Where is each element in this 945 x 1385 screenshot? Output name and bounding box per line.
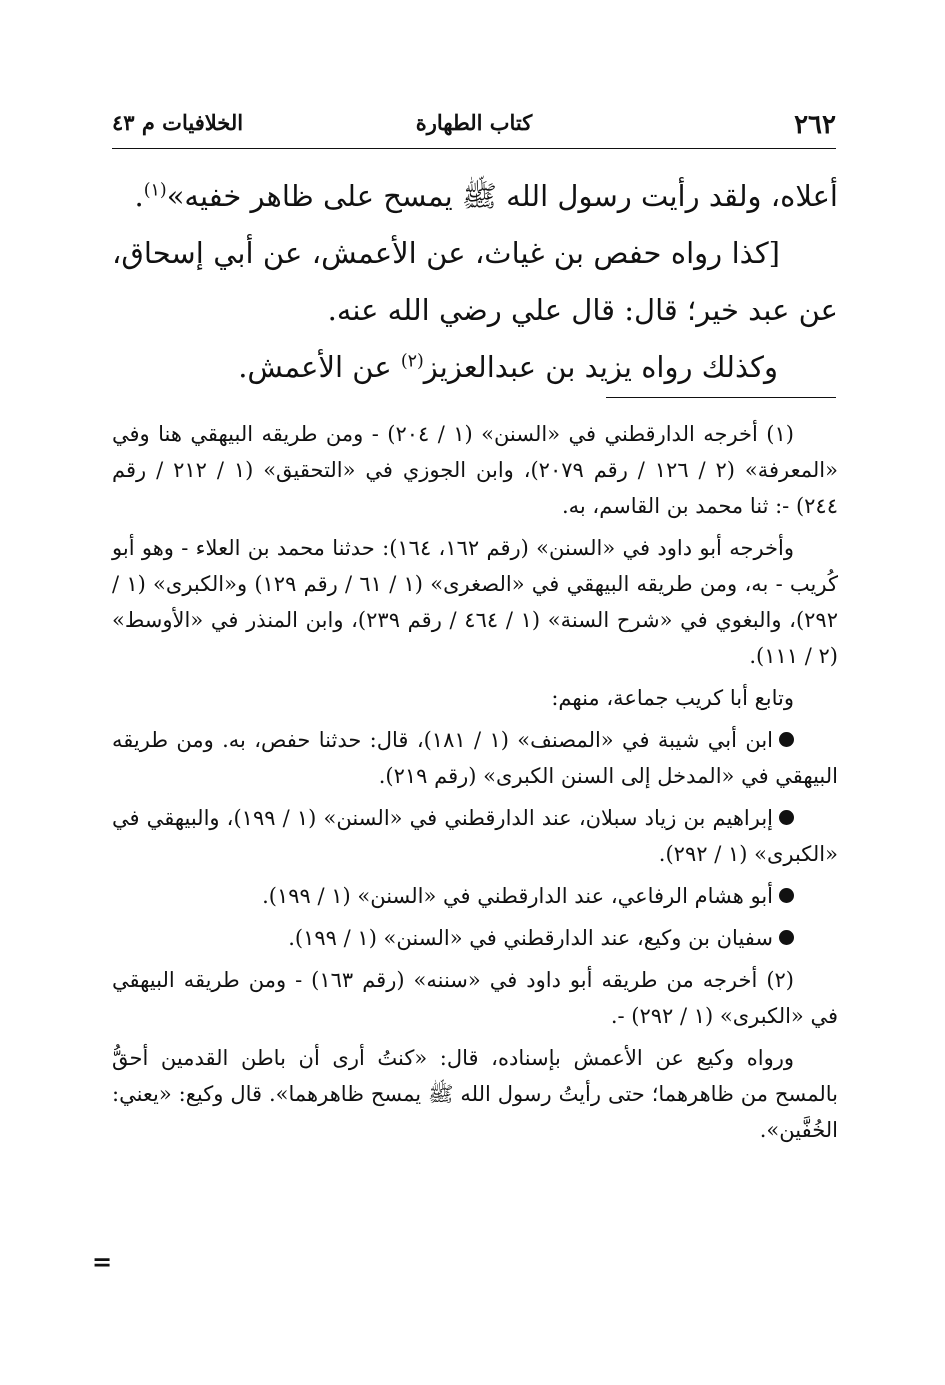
footnote-separator	[606, 397, 836, 398]
footnote-paragraph: وأخرجه أبو داود في «السنن» (رقم ١٦٢، ١٦٤): حدثنا محمد بن العلاء - وهو أبو كُريب - به، ومن طريقه البيهقي في «الصغرى» (١ / ٦١ / رقم ١٢٩) و«الكبرى» (١ / ٢٩٢)، والبغوي في «شرح السنة» (١ / ٤٦٤ / رقم ٢٣٩)، وابن المنذر في «الأوسط» (٢ / ١١١).	[112, 536, 838, 668]
bullet-item-text: أبو هشام الرفاعي، عند الدارقطني في «السنن» (١ / ١٩٩).	[262, 884, 773, 908]
footnote-1: (١) أخرجه الدارقطني في «السنن» (١ / ٢٠٤) - ومن طريقه البيهقي هنا وفي «المعرفة» (٢ / ١٢٦ / رقم ٢٠٧٩)، وابن الجوزي في «التحقيق» (١ / ٢١٢ / رقم ٢٤٤) -: ثنا محمد بن القاسم، به.	[112, 422, 838, 518]
footnote-paragraph: وتابع أبا كريب جماعة، منهم:	[551, 686, 794, 710]
main-line-1-end: .	[134, 179, 144, 213]
series-label: الخلافيات م ٤٣	[112, 110, 244, 135]
main-paragraph-3	[112, 339, 838, 396]
bullet-icon	[779, 732, 794, 747]
footnote-paragraph: ورواه وكيع عن الأعمش بإسناده، قال: «كنتُ أرى أن باطن القدمين أحقُّ بالمسح من ظاهرهما؛ حتى رأيتُ رسول الله ﷺ يمسح ظاهرهما». قال وكيع: «يعني: الخُفَّين».	[112, 1046, 838, 1142]
main-text	[112, 168, 838, 396]
book-title: كتاب الطهارة	[415, 110, 533, 135]
bullet-item-text: ابن أبي شيبة في «المصنف» (١ / ١٨١)، قال: حدثنا حفص، به. ومن طريقه البيهقي في «المدخل إلى السنن الكبرى» (رقم ٢١٩).	[112, 728, 838, 788]
footnote-bullet-item	[112, 878, 838, 914]
footnotes	[112, 416, 838, 1154]
footnote-ref-1: (١)	[143, 180, 167, 201]
main-paragraph-2: [كذا رواه حفص بن غياث، عن الأعمش، عن أبي إسحاق، عن عبد خير؛ قال: قال علي رضي الله عنه.	[112, 236, 838, 327]
main-paragraph-3-end: عن الأعمش.	[238, 350, 401, 384]
bullet-icon	[779, 930, 794, 945]
main-line-1: أعلاه، ولقد رأيت رسول الله ﷺ يمسح على ظاهر خفيه»	[166, 179, 838, 213]
footnote-ref-2: (٢)	[400, 351, 424, 372]
bullet-item-text: سفيان بن وكيع، عند الدارقطني في «السنن» (١ / ١٩٩).	[288, 926, 773, 950]
page-header	[112, 108, 836, 149]
bullet-item-text: إبراهيم بن زياد سبلان، عند الدارقطني في «السنن» (١ / ١٩٩)، والبيهقي في «الكبرى» (١ / ٢٩٢).	[112, 806, 838, 866]
footnote-bullet-item	[112, 722, 838, 794]
footnote-bullet-item	[112, 920, 838, 956]
main-paragraph-1	[112, 168, 838, 225]
main-paragraph-3-text: وكذلك رواه يزيد بن عبدالعزيز	[423, 350, 778, 384]
continuation-mark: =	[92, 1248, 113, 1276]
bullet-icon	[779, 810, 794, 825]
footnote-2: (٢) أخرجه من طريقه أبو داود في «سننه» (رقم ١٦٣) - ومن طريقه البيهقي في «الكبرى» (١ / ٢٩٢) -.	[112, 968, 838, 1028]
footnote-bullet-item	[112, 800, 838, 872]
bullet-icon	[779, 888, 794, 903]
page-number: ٢٦٢	[794, 110, 836, 140]
